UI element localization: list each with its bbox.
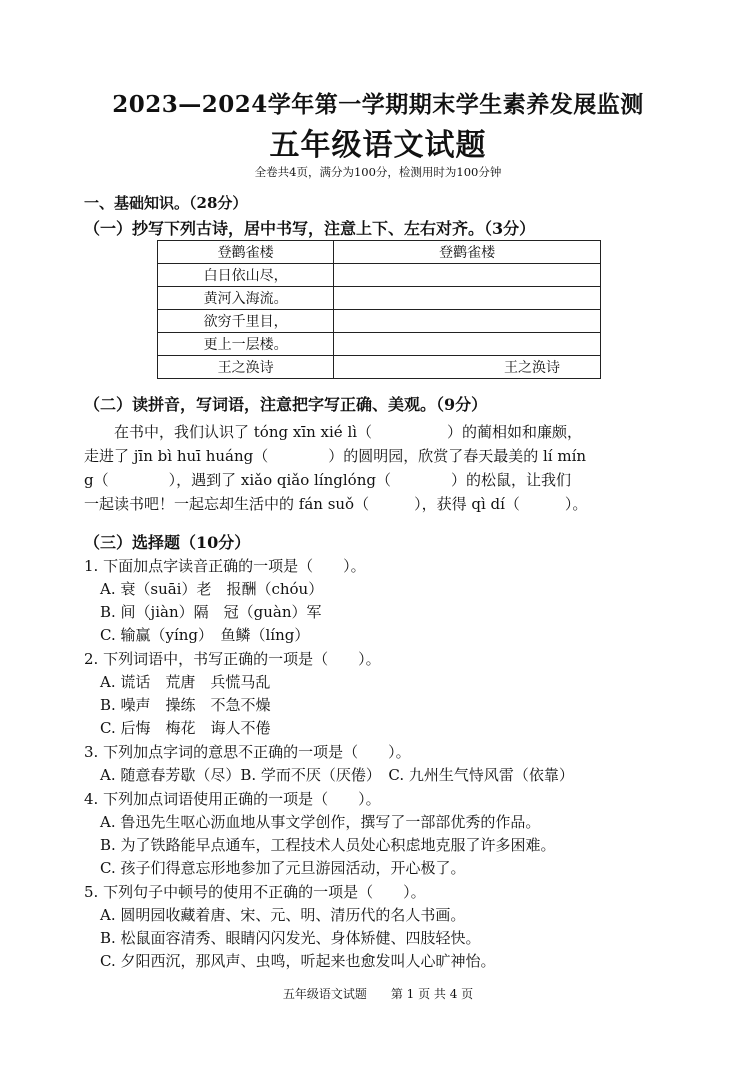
poem-right-title: 登鹳雀楼	[334, 241, 601, 264]
question-stem: 4. 下列加点词语使用正确的一项是（ ）。	[84, 790, 381, 808]
question-option: B. 噪声 操练 不急不燥	[100, 696, 271, 714]
pinyin-line: g（ ），遇到了 xiǎo qiǎo línglóng（ ）的松鼠，让我们	[84, 471, 571, 489]
exam-subtitle: 全卷共4页，满分为100分，检测用时为100分钟	[254, 165, 502, 179]
part1-heading: （一）抄写下列古诗，居中书写，注意上下、左右对齐。（3分）	[84, 219, 536, 238]
question-stem: 1. 下面加点字读音正确的一项是（ ）。	[84, 557, 366, 575]
question-option: C. 后悔 梅花 诲人不倦	[100, 719, 271, 737]
poem-left-line: 欲穷千里目，	[158, 310, 334, 333]
question-option: A. 衰（suāi）老 报酬（chóu）	[100, 580, 324, 598]
pinyin-line: 走进了 jīn bì huī huáng（ ）的圆明园，欣赏了春天最美的 lí mín	[84, 447, 587, 465]
poem-left-line: 登鹳雀楼	[158, 241, 334, 264]
poem-left-line: 王之涣诗	[158, 356, 334, 379]
question-option: A. 圆明园收藏着唐、宋、元、明、清历代的名人书画。	[100, 906, 466, 924]
question-option: C. 夕阳西沉，那风声、虫鸣，听起来也愈发叫人心旷神怡。	[100, 952, 496, 970]
question-stem: 5. 下列句子中顿号的使用不正确的一项是（ ）。	[84, 883, 426, 901]
pinyin-paragraph	[84, 420, 680, 516]
poem-writing-cell[interactable]	[334, 310, 601, 333]
poem-right-author: 王之涣诗	[334, 356, 601, 379]
poem-left-line: 黄河入海流。	[158, 287, 334, 310]
poem-left-line: 白日依山尽，	[158, 264, 334, 287]
question-option: B. 松鼠面容清秀、眼睛闪闪发光、身体矫健、四肢轻快。	[100, 929, 481, 947]
question-option: B. 间（jiàn）隔 冠（guàn）军	[100, 603, 322, 621]
question-option: C. 孩子们得意忘形地参加了元旦游园活动，开心极了。	[100, 859, 466, 877]
exam-title-line1: 2023—2024学年第一学期期末学生素养发展监测	[112, 91, 644, 118]
exam-title-line2: 五年级语文试题	[269, 128, 487, 163]
question-option: A. 谎话 荒唐 兵慌马乱	[100, 673, 271, 691]
section1-heading: 一、基础知识。（28分）	[84, 194, 248, 212]
pinyin-line: 在书中，我们认识了 tóng xīn xié lì（ ）的蔺相如和廉颇，	[84, 423, 583, 441]
question-option: A. 鲁迅先生呕心沥血地从事文学创作，撰写了一部部优秀的作品。	[100, 813, 541, 831]
poem-writing-cell[interactable]	[334, 264, 601, 287]
question-option: A. 随意春芳歇（尽）B. 学而不厌（厌倦） C. 九州生气恃风雷（依靠）	[100, 766, 574, 784]
part2-heading: （二）读拼音，写词语，注意把字写正确、美观。（9分）	[84, 395, 488, 414]
poem-writing-cell[interactable]	[334, 333, 601, 356]
poem-writing-cell[interactable]	[334, 287, 601, 310]
question-stem: 3. 下列加点字词的意思不正确的一项是（ ）。	[84, 743, 411, 761]
page-footer: 五年级语文试题 第 1 页 共 4 页	[282, 987, 474, 1001]
question-option: C. 输赢（yíng） 鱼鳞（líng）	[100, 626, 310, 644]
pinyin-line: 一起读书吧！一起忘却生活中的 fán suǒ（ ），获得 qì dí（ ）。	[84, 495, 588, 513]
question-stem: 2. 下列词语中，书写正确的一项是（ ）。	[84, 650, 381, 668]
question-option: B. 为了铁路能早点通车，工程技术人员处心积虑地克服了许多困难。	[100, 836, 556, 854]
poem-left-line: 更上一层楼。	[158, 333, 334, 356]
part3-heading: （三）选择题（10分）	[84, 533, 251, 552]
poem-copy-table	[157, 240, 601, 379]
